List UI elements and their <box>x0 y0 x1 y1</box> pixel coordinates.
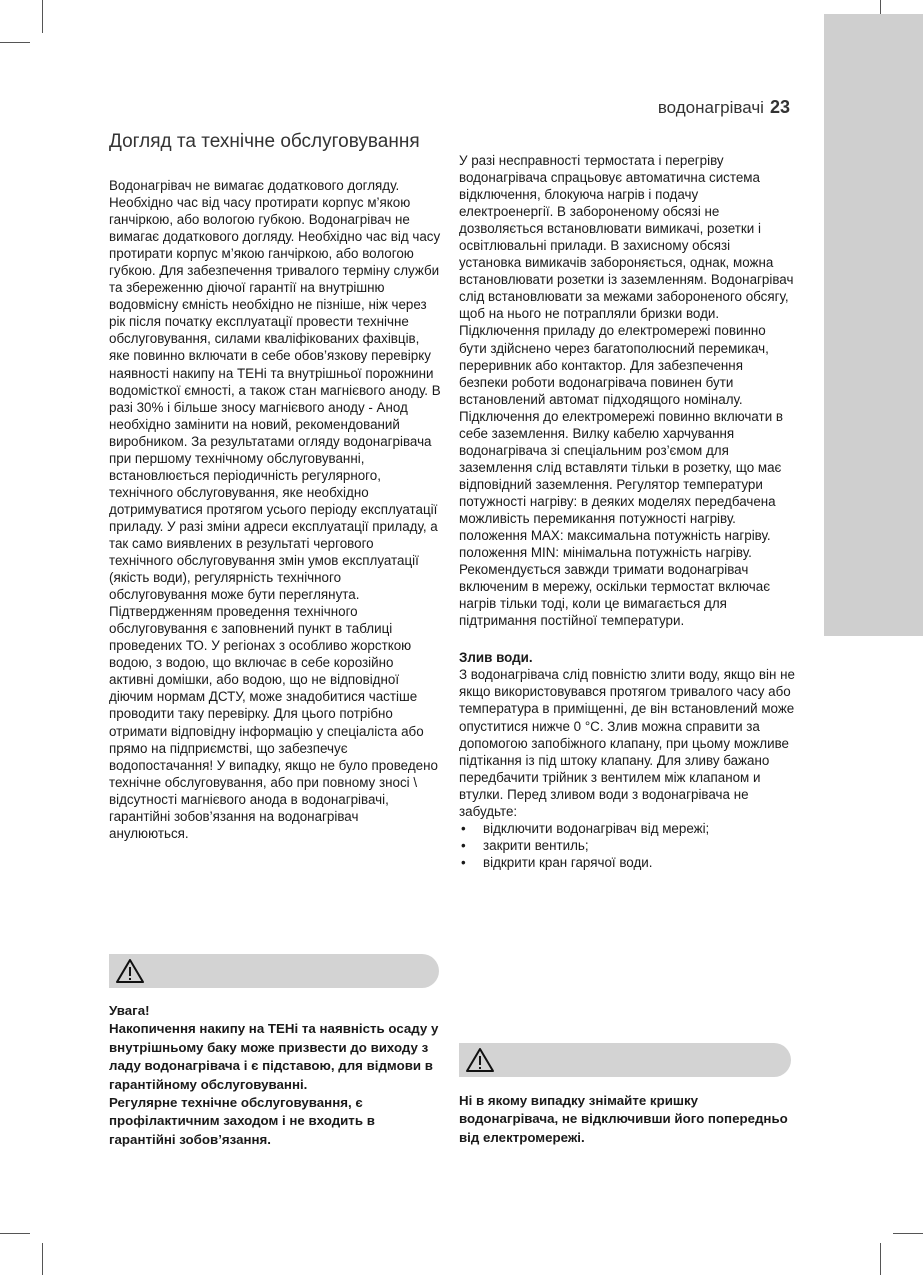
warning-text-2: Регулярне технічне обслуговування, є профілактичним заходом і не входить в гарантійні зобов’язання. <box>109 1095 375 1147</box>
warning-text-1: Накопичення накипу на ТЕНі та наявність осаду у внутрішньому баку може призвести до виходу з ладу водонагрівача і є підставою, для відмови в гарантійному обслуговуванні. <box>109 1021 439 1092</box>
section-title: Догляд та технічне обслуговування <box>109 131 420 152</box>
page-header <box>658 97 790 118</box>
drain-paragraph: З водонагрівача слід повністю злити воду, якщо він не якщо використовувався протягом тривалого часу або температура в приміщенні, де він встановлений може опуститися нижче 0 °С. Злив можна справити за допомогою запобіжного клапану, при цьому можливе підтікання із під штоку клапану. Для зливу бажано передбачити трійник з вентилем між клапаном и втулки. Перед зливом води з водонагрівача не забудьте: <box>459 667 795 819</box>
side-tab <box>824 14 923 636</box>
right-warning-paragraph: Ні в якому випадку знімайте кришку водонагрівача, не відключивши його попередньо від електромережі. <box>459 1093 788 1145</box>
warning-bar <box>459 1043 791 1077</box>
drain-title: Злив води. <box>459 650 533 666</box>
list-item: • відключити водонагрівач від мережі; <box>459 820 795 837</box>
crop-mark <box>42 0 43 33</box>
list-item: • відкрити кран гарячої води. <box>459 854 795 871</box>
warning-triangle-icon <box>465 1047 495 1073</box>
crop-mark <box>893 1233 923 1234</box>
left-warning-text <box>109 1002 441 1149</box>
crop-mark <box>42 1243 43 1275</box>
warning-triangle-icon <box>115 958 145 984</box>
warning-heading: Увага! <box>109 1003 150 1018</box>
list-item: • закрити вентиль; <box>459 837 795 854</box>
safety-paragraph: У разі несправності термостата і перегріву водонагрівача спрацьовує автоматична система відключення, блокуюча нагрів і подачу електроенергії. В забороненому обсязі не дозволяється встановлювати вимикачі, розетки і освітлювальні прилади. В захисному обсязі установка вимикачів забороняється, однак, можна встановлювати розетки із заземленням. Водонагрівач слід встановлювати за межами забороненого обсягу, щоб на нього не потрапляли бризки води. Підключення приладу до електромережі повинно бути здійснено через багатополюсний перемикач, переривник або контактор. Для забезпечення безпеки роботи водонагрівача повинен бути встановлений автомат підходящого номіналу. Підключення до електромережі повинно включати в себе заземлення. Вилку кабелю харчування водонагрівача зі спеціальним роз’ємом для заземлення слід вставляти тільки в розетку, що має відповідний заземлення. Регулятор температури потужності нагріву: в деяких моделях передбачена можливість перемикання потужності нагріву. положення MAX: максимальна потужність нагріву. положення MIN: мінімальна потужність нагріву. Рекомендується завжди тримати водонагрівач включеним в мережу, оскільки термостат включає нагрів тільки тоді, коли це вимагається для підтримання постійної температури. <box>459 153 794 629</box>
crop-mark <box>0 42 30 43</box>
page-number: 23 <box>769 97 790 117</box>
header-title: водонагрівачі <box>657 98 764 117</box>
right-warning-text <box>459 1092 791 1147</box>
maintenance-paragraph: Водонагрівач не вимагає додаткового догляду. Необхідно час від часу протирати корпус м’якою ганчіркою, або вологою губкою. Водонагрівач не вимагає додаткового догляду. Необхідно час від часу протирати корпус м’якою ганчіркою, або вологою губкою. Для забезпечення тривалого терміну служби та збереженню діючої гарантії на внутрішню водовмісну ємність необхідно не пізніше, ніж через рік після початку експлуатації провести технічне обслуговування, силами кваліфікованих фахівців, яке повинно включати в себе обов’язкову перевірку наявності накипу на ТЕНі та внутрішньої порожнини водомісткої ємності, а також стан магнієвого аноду. В разі 30% і більше зносу магнієвого аноду - Анод необхідно замінити на новий, рекомендований виробником. За результатами огляду водонагрівача при першому технічному обслуговуванні, встановлюється періодичність регулярного, технічного обслуговування, яке необхідно дотримуватися протягом усього періоду експлуатації приладу. У разі зміни адреси експлуатації приладу, а так само виявлених в результаті чергового технічного обслуговування змін умов експлуатації (якість води), регулярність технічного обслуговування може бути переглянута. Підтвердженням проведення технічного обслуговування є заповнений пункт в таблиці проведених ТО. У регіонах з особливо жорсткою водою, з водою, що включає в себе корозійно активні домішки, або водою, що не відповідної діючим нормам ДСТУ, може знадобитися частіше проводити таку перевірку. Для цього потрібно отримати відповідну інформацію у спеціаліста або прямо на підприємстві, що забезпечує водопостачання! У випадку, якщо не було проведено технічне обслуговування, або при повному зносі \ відсутності магнієвого анода в водонагрівачі, гарантійні зобов’язання на водонагрівач анулюються. <box>109 178 441 841</box>
crop-mark <box>880 1243 881 1275</box>
drain-list <box>459 820 795 871</box>
crop-mark <box>0 1233 30 1234</box>
warning-bar <box>109 954 439 988</box>
left-column <box>109 177 441 842</box>
right-column <box>459 152 795 871</box>
